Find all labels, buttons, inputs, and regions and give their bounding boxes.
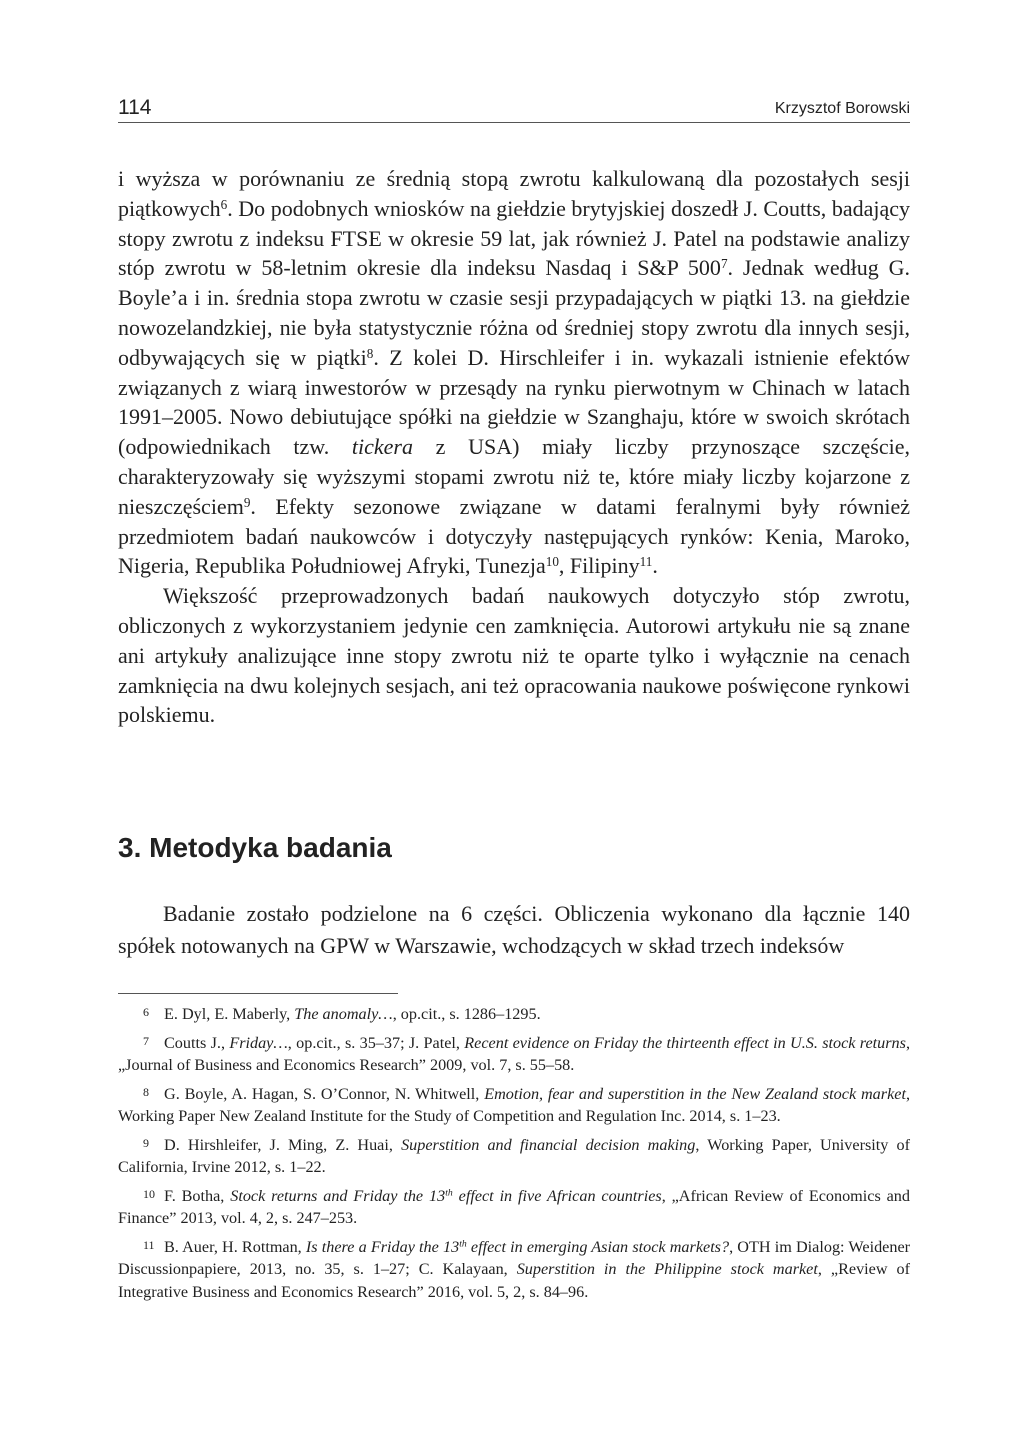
ordinal-suffix: th (459, 1238, 467, 1250)
text-run: , op.cit., s. 1286–1295. (392, 1005, 541, 1023)
footnote-6 (118, 1001, 910, 1026)
footnote-ref-11: 11 (639, 554, 653, 570)
italic-title: Friday… (229, 1033, 288, 1052)
text-run: i wyższa w porównaniu ze średnią stopą zwrotu kalkulowaną dla pozostałych sesji piątkowych (118, 166, 910, 221)
italic-title: Is there a Friday the 13 (305, 1237, 460, 1256)
footnote-11 (118, 1234, 910, 1304)
text-run: . Do podobnych wniosków na giełdzie brytyjskiej doszedł J. Coutts, badający stopy zwrotu z indeksu FTSE w okresie 59 lat, jak również J. Patel na podstawie analizy stóp zwrotu w 58-letnim okresie dla indeksu Nasdaq i S&P 500 (118, 195, 910, 281)
footnote-ref-9: 9 (243, 494, 251, 510)
text-run: . (652, 553, 658, 579)
italic-title: Stock returns and Friday the 13 (230, 1186, 446, 1205)
footnote-ref-8: 8 (366, 345, 374, 361)
footnote-ref-10: 10 (545, 554, 559, 570)
text-run: E. Dyl, E. Maberly, (164, 1005, 295, 1023)
footnote-number: 9 (143, 1135, 149, 1150)
text-run: . Jednak według G. Boyle’a i in. średnia stopa zwrotu w czasie sesji przypadających w piątki 13. na giełdzie nowozelandzkiej, nie była statystycznie różna od średniej stopy zwrotu dla innych sesji, odbywających się w piątki (118, 255, 910, 370)
italic-title: Emotion, fear and superstition in the New Zealand stock market (484, 1084, 906, 1103)
footnote-7 (118, 1030, 910, 1077)
text-run: G. Boyle, A. Hagan, S. O’Connor, N. Whitwell, (164, 1084, 485, 1103)
italic-title: effect in five African countries (452, 1186, 662, 1205)
footnote-ref-7: 7 (720, 256, 728, 272)
running-header-author: Krzysztof Borowski (774, 100, 910, 117)
footnote-number: 7 (143, 1033, 149, 1048)
footnote-number: 11 (143, 1237, 155, 1252)
text-run: Coutts J., (164, 1033, 230, 1052)
text-run: , „Journal of Business and Economics Research” 2009, vol. 7, s. 55–58. (118, 1033, 910, 1074)
footnote-number: 8 (143, 1084, 149, 1099)
paragraph-3: Badanie zostało podzielone na 6 części. Obliczenia wykonano dla łącznie 140 spółek notowanych na GPW w Warszawie, wchodzących w skład trzech indeksów (118, 901, 910, 958)
italic-title: Recent evidence on Friday the thirteenth effect in U.S. stock returns (464, 1033, 906, 1052)
italic-title: The anomaly… (294, 1005, 393, 1023)
text-run: , „Review of Integrative Business and Economics Research” 2016, vol. 5, 2, s. 84–96. (118, 1260, 911, 1301)
paragraph-1 (118, 164, 910, 581)
footnotes (118, 1001, 910, 1307)
section-heading: 3. Metodyka badania (118, 832, 392, 863)
footnote-8 (118, 1081, 910, 1128)
text-run: F. Botha, (164, 1186, 231, 1205)
text-run: D. Hirshleifer, J. Ming, Z. Huai, (164, 1135, 402, 1154)
text-run: , Working Paper New Zealand Institute for the Study of Competition and Regulation Inc. 2014, s. 1–23. (118, 1084, 910, 1125)
text-run: , OTH im Dialog: Weidener Discussionpapiere, 2013, no. 35, s. 1–27; C. Kalayaan, (118, 1237, 911, 1278)
italic-title: Superstition in the Philippine stock market (516, 1260, 818, 1278)
footnote-10 (118, 1183, 910, 1230)
text-run: , Filipiny (558, 553, 640, 579)
text-run: z USA) miały liczby przynoszące szczęście, charakteryzowały się wyższymi stopami zwrotu niż te, które miały liczby kojarzone z nieszczęściem (118, 434, 910, 519)
page-number: 114 (118, 96, 152, 119)
text-run: B. Auer, H. Rottman, (164, 1237, 306, 1256)
text-run: , Working Paper, University of California, Irvine 2012, s. 1–22. (118, 1135, 910, 1176)
text-run: , „African Review of Economics and Finance” 2013, vol. 4, 2, s. 247–253. (118, 1186, 910, 1227)
text-run: . Z kolei D. Hirschleifer i in. wykazali istnienie efektów związanych z wiarą inwestorów w przesądy na rynku pierwotnym w Chinach w latach 1991–2005. Nowo debiutujące spółki na giełdzie w Szanghaju, które w swoich skrótach (odpowiednikach tzw. (118, 344, 910, 460)
italic-title: effect in emerging Asian stock markets? (466, 1237, 730, 1256)
footnote-9 (118, 1132, 910, 1179)
footnote-number: 10 (143, 1186, 155, 1201)
body-text (118, 164, 910, 730)
body-text-section-3 (118, 898, 910, 962)
italic-title: Superstition and financial decision making (401, 1135, 696, 1154)
paragraph-2: Większość przeprowadzonych badań naukowych dotyczyło stóp zwrotu, obliczonych z wykorzystaniem jedynie cen zamknięcia. Autorowi artykułu nie są znane ani artykuły analizujące inne stopy zwrotu niż te oparte tylko i wyłącznie na cenach zamknięcia na dwu kolejnych sesjach, ani też opracowania naukowe poświęcone rynkowi polskiemu. (118, 583, 910, 728)
text-run: , op.cit., s. 35–37; J. Patel, (287, 1033, 465, 1052)
running-header (118, 92, 910, 123)
footnote-separator (118, 993, 398, 994)
ordinal-suffix: th (445, 1187, 453, 1199)
text-run: . Efekty sezonowe związane w datami feralnymi były również przedmiotem badań naukowców i dotyczyły następujących rynków: Kenia, Maroko, Nigeria, Republika Południowej Afryki, Tunezja (118, 493, 910, 579)
footnote-ref-6: 6 (220, 196, 228, 212)
italic-term: tickera (351, 434, 413, 460)
footnote-number: 6 (143, 1005, 149, 1019)
